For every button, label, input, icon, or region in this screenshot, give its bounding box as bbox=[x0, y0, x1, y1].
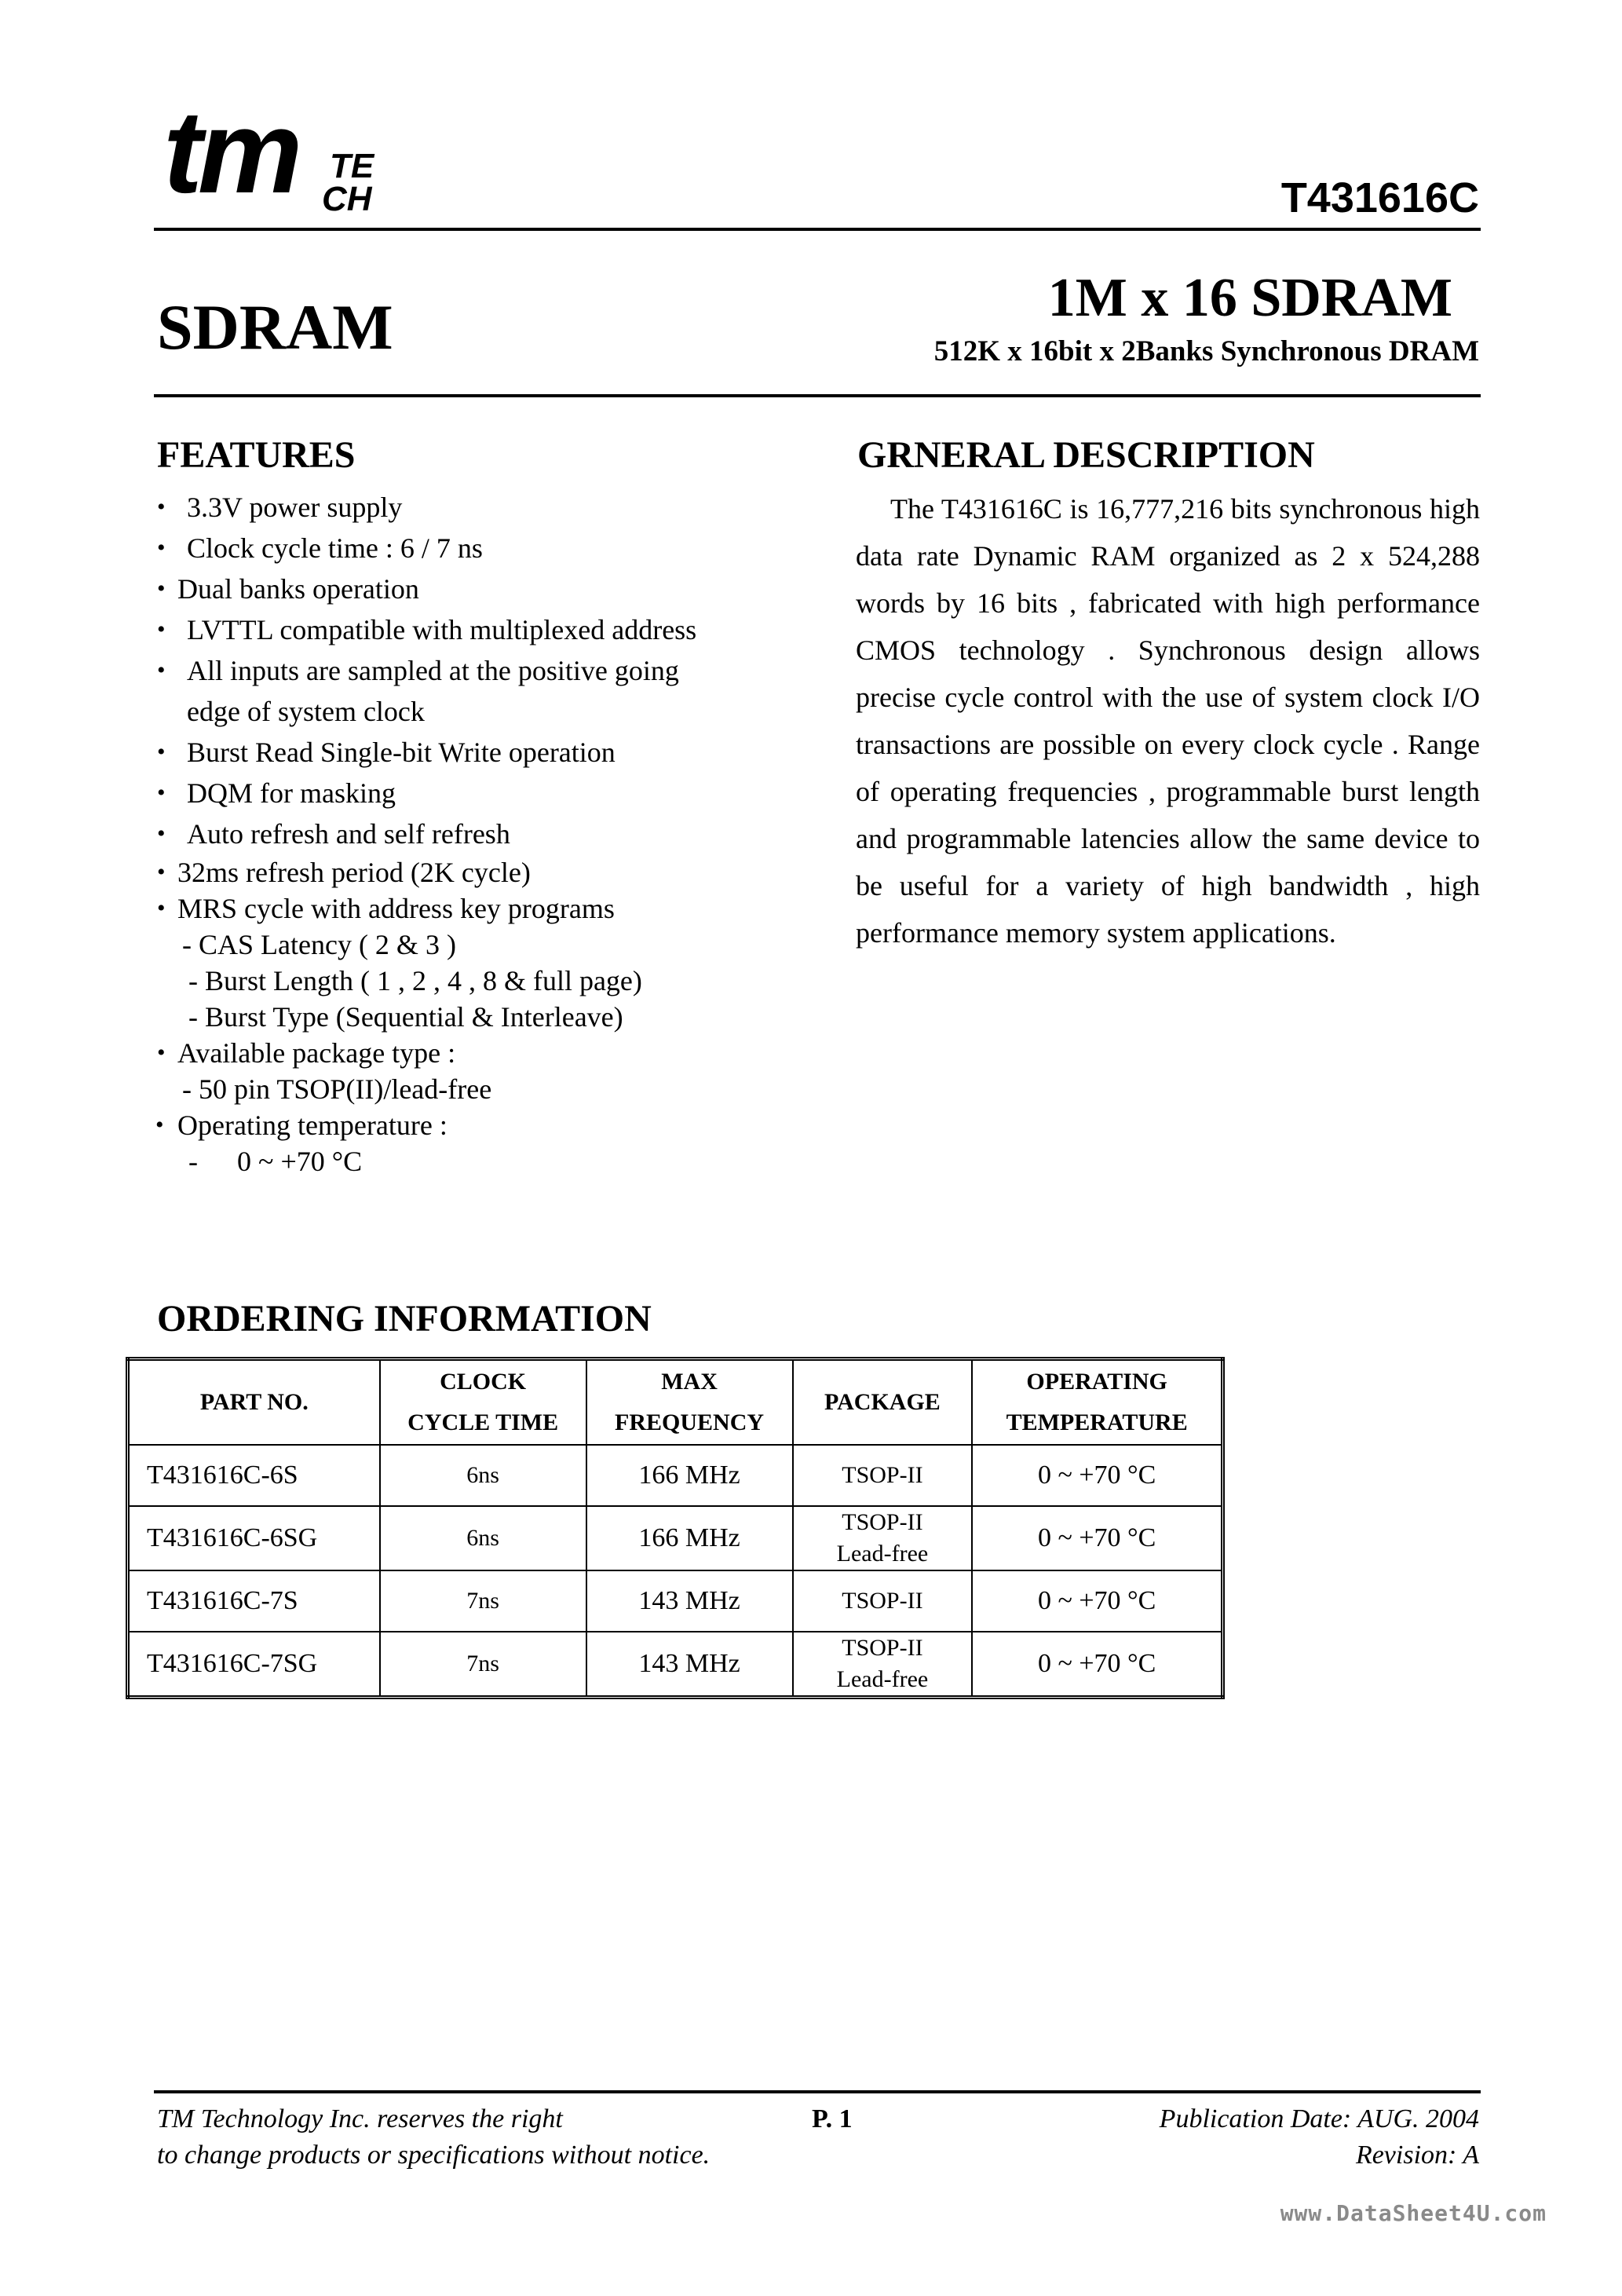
table-row: T431616C-6SG 6ns 166 MHz TSOP-II Lead-free 0 ~ +70 °C bbox=[128, 1506, 1223, 1570]
part-number: T431616C bbox=[1280, 174, 1479, 221]
logo-tm: tm bbox=[163, 86, 298, 218]
list-item: • Burst Read Single-bit Write operation bbox=[157, 737, 616, 768]
sub-item: - 50 pin TSOP(II)/lead-free bbox=[182, 1073, 492, 1105]
table-header-row bbox=[128, 1359, 1223, 1446]
logo-ch: CH bbox=[322, 180, 372, 218]
features-heading: FEATURES bbox=[157, 434, 356, 476]
list-item: • DQM for masking bbox=[157, 777, 396, 809]
sub-item: - 0 ~ +70 °C bbox=[188, 1146, 363, 1177]
ordering-table bbox=[126, 1357, 1225, 1699]
header-frequency: MAX FREQUENCY bbox=[586, 1359, 793, 1446]
list-item: • Available package type : bbox=[157, 1037, 456, 1069]
title-rule bbox=[154, 394, 1481, 397]
list-item-continuation: edge of system clock bbox=[187, 696, 425, 727]
table-row: T431616C-7SG 7ns 143 MHz TSOP-II Lead-free 0 ~ +70 °C bbox=[128, 1632, 1223, 1698]
list-item: • Auto refresh and self refresh bbox=[157, 818, 510, 850]
description-heading: GRNERAL DESCRIPTION bbox=[857, 434, 1315, 476]
list-item: • 32ms refresh period (2K cycle) bbox=[157, 857, 531, 888]
list-item: • MRS cycle with address key programs bbox=[157, 893, 615, 924]
table-row: T431616C-6S 6ns 166 MHz TSOP-II 0 ~ +70 °C bbox=[128, 1445, 1223, 1506]
footer-disclaimer: TM Technology Inc. reserves the right to change products or specifications without notice. bbox=[157, 2104, 711, 2170]
sub-item: - Burst Type (Sequential & Interleave) bbox=[188, 1001, 623, 1033]
header-package: PACKAGE bbox=[793, 1359, 973, 1446]
header-part-no: PART NO. bbox=[128, 1359, 380, 1446]
product-type: SDRAM bbox=[157, 291, 393, 363]
ordering-heading: ORDERING INFORMATION bbox=[157, 1298, 652, 1340]
list-item: • Dual banks operation bbox=[157, 573, 419, 605]
list-item: • Operating temperature : bbox=[155, 1110, 448, 1141]
watermark: www.DataSheet4U.com bbox=[1280, 2200, 1547, 2226]
list-item: • 3.3V power supply bbox=[157, 492, 403, 523]
sub-item: - Burst Length ( 1 , 2 , 4 , 8 & full page) bbox=[188, 965, 642, 996]
header-temperature: OPERATING TEMPERATURE bbox=[972, 1359, 1222, 1446]
description-text: The T431616C is 16,777,216 bits synchronous high data rate Dynamic RAM organized as 2 x 524,288 words by 16 bits , fabricated with high performance CMOS technology . Synchronous design allows precise cycle control with the use of system clock I/O transactions are possible on every clock cycle . Range of operating frequencies , programmable burst length and programmable latencies allow the same device to be useful for a variety of high bandwidth , high performance memory system applications. bbox=[856, 493, 1480, 949]
features-list bbox=[155, 487, 846, 1179]
table-row: T431616C-7S 7ns 143 MHz TSOP-II 0 ~ +70 °C bbox=[128, 1570, 1223, 1632]
header-rule bbox=[154, 228, 1481, 231]
list-item: • All inputs are sampled at the positive going bbox=[157, 655, 679, 686]
header-cycle-time: CLOCK CYCLE TIME bbox=[380, 1359, 586, 1446]
footer-rule bbox=[154, 2090, 1481, 2093]
logo-te: TE bbox=[330, 147, 374, 185]
page-number: P. 1 bbox=[812, 2104, 853, 2133]
sub-title: 512K x 16bit x 2Banks Synchronous DRAM bbox=[933, 335, 1479, 367]
list-item: • Clock cycle time : 6 / 7 ns bbox=[157, 532, 483, 564]
sub-item: - CAS Latency ( 2 & 3 ) bbox=[182, 929, 456, 960]
main-title: 1M x 16 SDRAM bbox=[1047, 268, 1452, 328]
list-item: • LVTTL compatible with multiplexed address bbox=[157, 614, 697, 645]
footer-publication: Publication Date: AUG. 2004 Revision: A bbox=[1159, 2104, 1479, 2170]
